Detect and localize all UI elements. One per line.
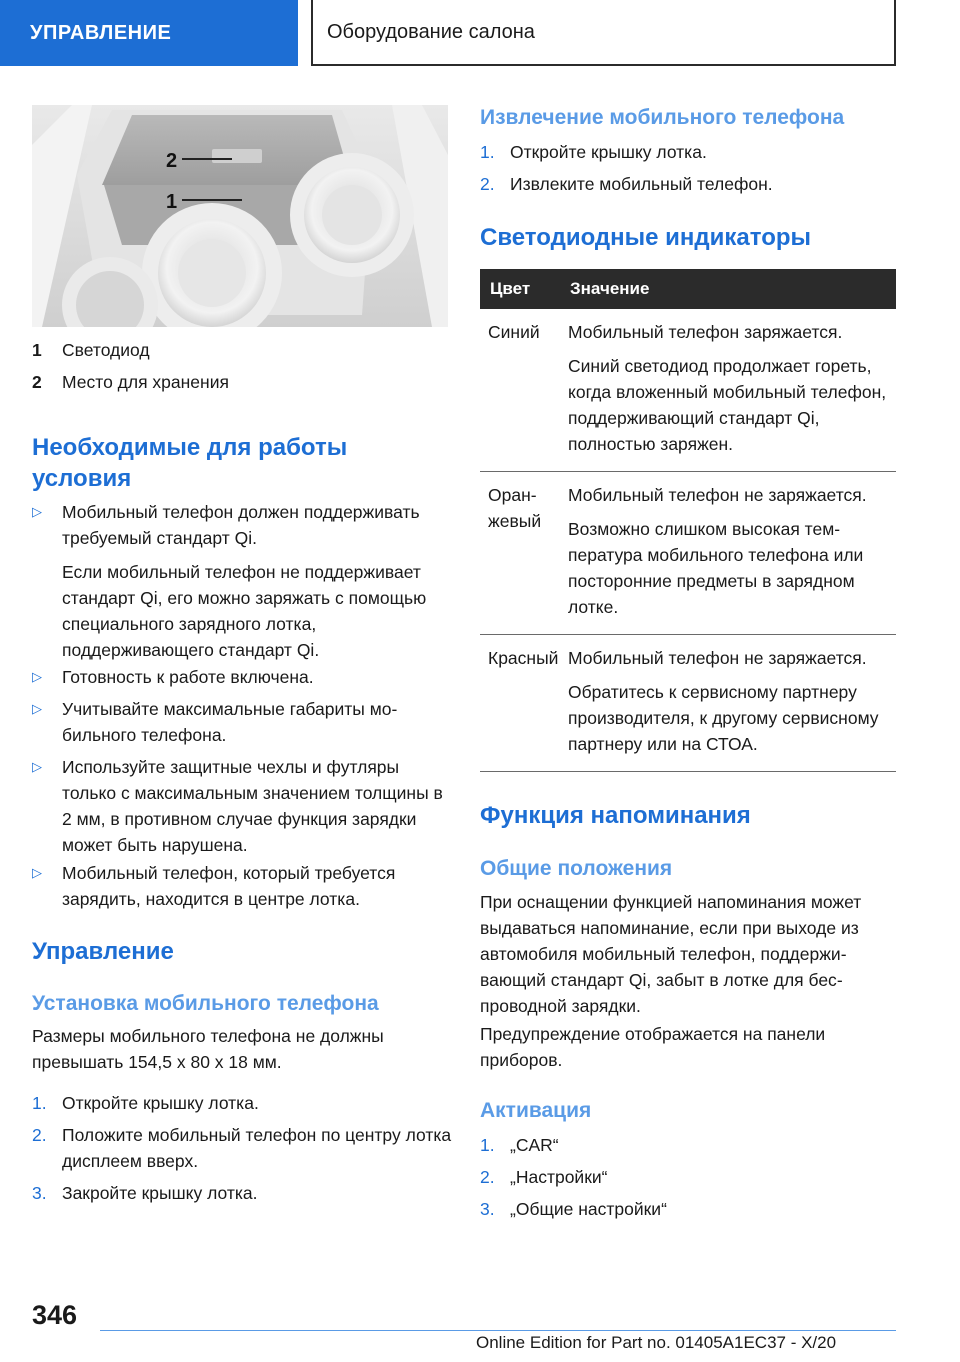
table-row	[480, 309, 896, 472]
removal-step: 1. Откройте крышку лотка.	[480, 142, 707, 162]
led-heading: Светодиодные индикаторы	[480, 224, 812, 251]
activation-step: 1. „CAR“	[480, 1135, 559, 1155]
legend-number: 2	[32, 372, 42, 392]
table-row	[480, 635, 896, 772]
legend-text: Место для хранения	[62, 372, 229, 392]
triangle-bullet-icon: ▷	[32, 759, 42, 774]
reminder-heading: Функция напоминания	[480, 802, 751, 829]
install-step: 1. Откройте крышку лотка.	[32, 1093, 259, 1113]
requirement-item: ▷ Учитывайте максимальные габариты мобильного телефона.	[32, 696, 452, 748]
requirement-item: ▷ Мобильный телефон должен поддерживать требуемый стандарт Qi. Если мобильный телефон не поддерживает стандарт Qi, его можно заряжать с помощью специального зарядного лотка, поддерживающего стандарт Qi.	[32, 499, 452, 663]
warning-paragraph: Предупреждение отображается на панели приборов.	[480, 1024, 826, 1070]
general-heading: Общие положения	[480, 857, 673, 880]
edition-note: Online Edition for Part no. 01405A1EC37 - X/20	[476, 1333, 837, 1352]
led-table	[480, 269, 896, 772]
led-meaning-cell: Мобильный телефон заряжается. Синий светодиод продолжает гореть, когда вложенный мобильный телефон, поддерживающий стандарт Qi, полностью заряжен.	[560, 309, 896, 472]
install-intro: Размеры мобильного телефона не должны превышать 154,5 x 80 x 18 мм.	[32, 1026, 384, 1072]
legend-number: 1	[32, 340, 42, 360]
operation-heading: Управление	[32, 938, 174, 965]
install-step: 2. Положите мобильный телефон по центру лотка дисплеем вверх.	[32, 1125, 452, 1171]
led-color-cell: Красный	[480, 635, 560, 772]
triangle-bullet-icon: ▷	[32, 865, 42, 880]
removal-step: 2. Извлеките мобильный телефон.	[480, 174, 773, 194]
led-meaning-cell: Мобильный телефон не заряжается. Возможно слишком высокая температура мобильного телефона или посторонние предметы в зарядном лотке.	[560, 472, 896, 635]
callout-1: 1	[166, 191, 178, 213]
removal-heading: Извлечение мобильного телефона	[480, 106, 845, 129]
requirement-item: ▷ Мобильный телефон, который требуется зарядить, находится в центре лотка.	[32, 860, 452, 912]
led-color-cell: Оранжевый	[480, 472, 560, 635]
chapter-tab: Оборудование салона	[311, 0, 896, 66]
install-heading: Установка мобильного телефона	[32, 992, 379, 1015]
triangle-bullet-icon: ▷	[32, 504, 42, 519]
footer-divider	[100, 1330, 896, 1331]
install-step: 3. Закройте крышку лотка.	[32, 1183, 258, 1203]
callout-2: 2	[166, 150, 178, 172]
activation-step: 3. „Общие настройки“	[480, 1199, 667, 1219]
requirement-item: ▷ Готовность к работе включена.	[32, 664, 452, 690]
led-meaning-cell: Мобильный телефон не заряжается. Обратитесь к сервисному партнеру производителя, к другому сервисному партнеру или на СТОА.	[560, 635, 896, 772]
wireless-charging-tray-image	[32, 105, 448, 327]
page-number: 346	[32, 1300, 78, 1330]
activation-heading: Активация	[480, 1099, 592, 1122]
triangle-bullet-icon: ▷	[32, 701, 42, 716]
requirements-heading: Необходимые для работы условия	[32, 434, 348, 492]
general-paragraph: При оснащении функцией напоминания может выдаваться напоминание, если при выходе из автомобиля мобильный телефон, поддерживающий стандарт Qi, забыт в лотке для беспроводной зарядки.	[480, 892, 862, 1016]
led-table-header-meaning: Значение	[560, 269, 896, 309]
requirement-item: ▷ Используйте защитные чехлы и футляры только с максимальным значением толщины в 2 мм, в противном случае функция зарядки может быть нарушена.	[32, 754, 452, 858]
led-table-header-color: Цвет	[480, 269, 560, 309]
section-tab: УПРАВЛЕНИЕ	[0, 0, 298, 66]
activation-step: 2. „Настройки“	[480, 1167, 608, 1187]
led-color-cell: Синий	[480, 309, 560, 472]
triangle-bullet-icon: ▷	[32, 669, 42, 684]
legend-text: Светодиод	[62, 340, 150, 360]
table-row	[480, 472, 896, 635]
